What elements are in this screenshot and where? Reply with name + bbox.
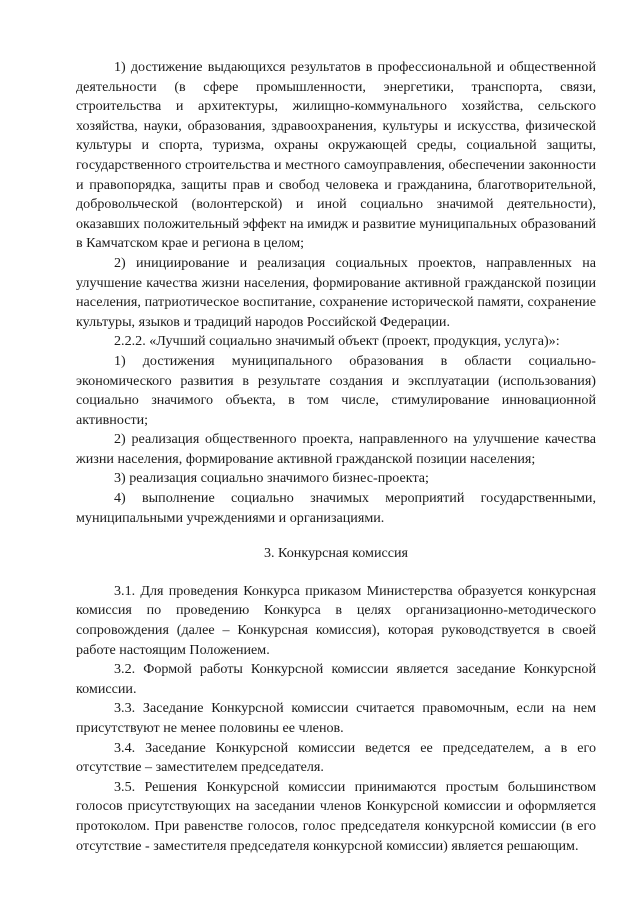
paragraph-3-5: 3.5. Решения Конкурсной комиссии принимаются простым большинством голосов присутствующих на заседании членов Конкурсной комиссии и оформляется протоколом. При равенстве голосов, голос председателя конкурсной комиссии (в его отсутствие - заместителя председателя конкурсной комиссии) является решающим. [76, 778, 596, 854]
criteria-item-events: 4) выполнение социально значимых мероприятий государственными, муниципальными учреждениями и организациями. [76, 490, 596, 526]
nomination-heading: 2.2.2. «Лучший социально значимый объект (проект, продукция, услуга)»: [114, 333, 560, 350]
criteria-item-achievements: 1) достижение выдающихся результатов в профессиональной и общественной деятельности (в сфере промышленности, энергетики, транспорта, связи, строительства и архитектуры, жилищно-коммунального хозяйства, сельского хозяйства, науки, образования, здравоохранения, культуры и искусства, физической культуры и спорта, туризма, охраны окружающей среды, социальной защиты, государственного строительства и местного самоуправления, обеспечении законности и правопорядка, защиты прав и свобод человека и гражданина, благотворительной, добровольческой (волонтерской) и иной социально значимой деятельности), оказавших положительный эффект на имидж и развитие муниципальных образований в Камчатском крае и региона в целом; [76, 59, 596, 252]
section-heading: 3. Конкурсная комиссия [263, 545, 409, 562]
criteria-item-public-project: 2) реализация общественного проекта, направленного на улучшение качества жизни населения, формирование активной гражданской позиции населения; [76, 431, 596, 467]
criteria-item-business-project: 3) реализация социально значимого бизнес-проекта; [114, 470, 429, 487]
criteria-item-object-achievements: 1) достижения муниципального образования в области социально-экономического развития в результате создания и эксплуатации (использования) социально значимого объекта, в том числе, стимулирование инновационной активности; [76, 352, 596, 428]
criteria-item-social-projects: 2) инициирование и реализация социальных проектов, направленных на улучшение качества жизни населения, формирование активной гражданской позиции населения, патриотическое воспитание, сохранение исторической памяти, сохранение культуры, языков и традиций народов Российской Федерации. [76, 254, 596, 330]
paragraph-3-2: 3.2. Формой работы Конкурсной комиссии является заседание Конкурсной комиссии. [76, 661, 596, 697]
paragraph-3-4: 3.4. Заседание Конкурсной комиссии ведется ее председателем, а в его отсутствие – заместителем председателя. [76, 739, 596, 776]
paragraph-3-1: 3.1. Для проведения Конкурса приказом Министерства образуется конкурсная комиссия по проведению Конкурса в целях организационно-методического сопровождения (далее – Конкурсная комиссия), которая руководствуется в своей работе настоящим Положением. [76, 582, 596, 658]
paragraph-3-3: 3.3. Заседание Конкурсной комиссии считается правомочным, если на нем присутствуют не менее половины ее членов. [76, 700, 596, 736]
document-page [76, 58, 596, 856]
